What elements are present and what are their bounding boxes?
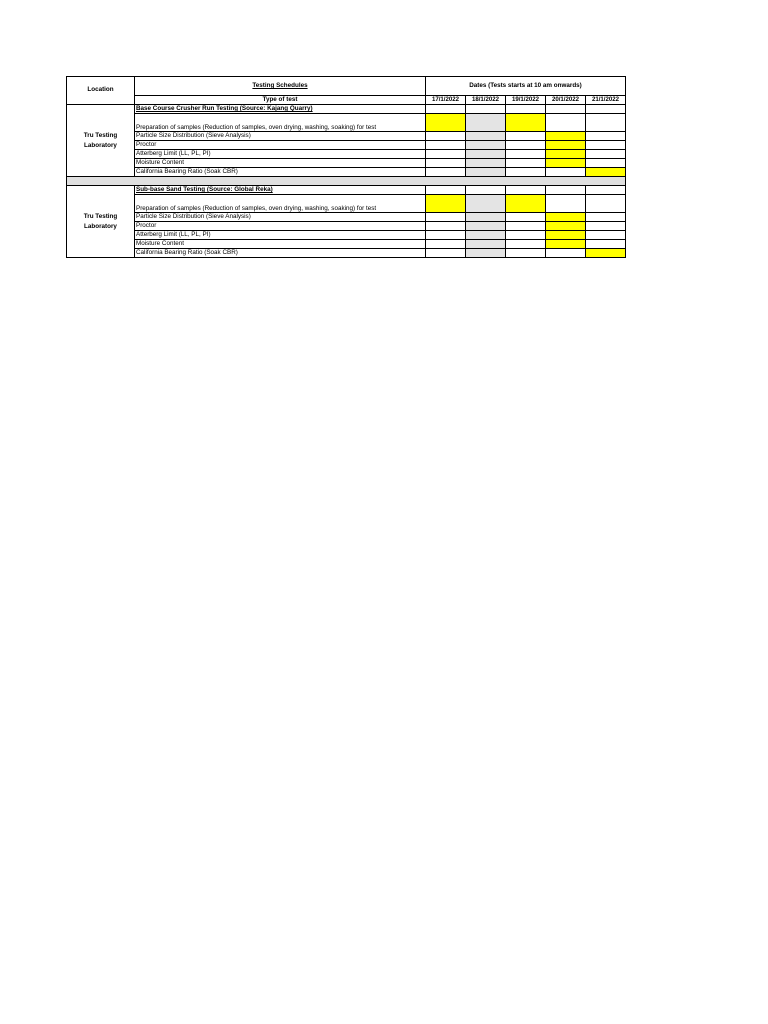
schedule-cell-grey <box>466 159 506 168</box>
section-title: Sub-base Sand Testing (Source: Global Reka) <box>135 186 426 195</box>
section-title-row <box>67 186 626 195</box>
test-name: Moisture Content <box>135 159 426 168</box>
schedule-cell <box>546 249 586 258</box>
schedule-cell-grey <box>466 231 506 240</box>
test-name: Atterberg Limit (LL, PL, PI) <box>135 231 426 240</box>
test-row <box>67 213 626 222</box>
location-cell: Tru Testing Laboratory <box>67 105 135 177</box>
schedule-cell <box>586 195 626 213</box>
test-row <box>67 249 626 258</box>
schedule-cell-grey <box>466 222 506 231</box>
schedule-cell <box>586 240 626 249</box>
schedule-cell-grey <box>466 249 506 258</box>
schedule-cell <box>586 114 626 132</box>
schedule-cell <box>586 105 626 114</box>
testing-schedule-table <box>66 76 626 258</box>
test-name: Proctor <box>135 141 426 150</box>
schedule-cell <box>546 186 586 195</box>
schedule-cell-scheduled <box>586 168 626 177</box>
testing-schedules-title: Testing Schedules <box>252 81 308 89</box>
test-row <box>67 159 626 168</box>
schedule-cell <box>426 105 466 114</box>
schedule-cell <box>506 186 546 195</box>
test-row <box>67 114 626 132</box>
schedule-cell <box>586 222 626 231</box>
section-title: Base Course Crusher Run Testing (Source: Kajang Quarry) <box>135 105 426 114</box>
schedule-cell <box>586 141 626 150</box>
schedule-cell-scheduled <box>546 240 586 249</box>
schedule-cell <box>586 159 626 168</box>
test-name: Particle Size Distribution (Sieve Analysis) <box>135 213 426 222</box>
schedule-cell <box>426 240 466 249</box>
schedule-cell <box>506 150 546 159</box>
schedule-cell <box>466 105 506 114</box>
schedule-cell <box>466 186 506 195</box>
test-name: Preparation of samples (Reduction of samples, oven drying, washing, soaking) for test <box>135 114 426 132</box>
schedule-cell <box>426 132 466 141</box>
date-header: 21/1/2022 <box>586 96 626 105</box>
test-row <box>67 132 626 141</box>
test-name: California Bearing Ratio (Soak CBR) <box>135 168 426 177</box>
dates-header: Dates (Tests starts at 10 am onwards) <box>426 77 626 96</box>
schedule-cell <box>586 132 626 141</box>
schedule-cell-scheduled <box>546 150 586 159</box>
schedule-cell-scheduled <box>426 195 466 213</box>
schedule-cell <box>506 105 546 114</box>
schedule-cell <box>506 213 546 222</box>
schedule-cell <box>546 195 586 213</box>
schedule-cell-grey <box>466 240 506 249</box>
schedule-cell <box>506 249 546 258</box>
test-row <box>67 231 626 240</box>
schedule-cell <box>426 249 466 258</box>
location-cell: Tru Testing Laboratory <box>67 186 135 258</box>
section-separator <box>67 177 626 186</box>
schedule-cell-scheduled <box>546 141 586 150</box>
schedule-cell-grey <box>466 168 506 177</box>
test-row <box>67 240 626 249</box>
schedule-cell <box>426 222 466 231</box>
schedule-cell <box>426 213 466 222</box>
date-header: 18/1/2022 <box>466 96 506 105</box>
schedule-cell-grey <box>466 150 506 159</box>
schedule-cell <box>546 114 586 132</box>
test-name: Preparation of samples (Reduction of samples, oven drying, washing, soaking) for test <box>135 195 426 213</box>
date-header: 17/1/2022 <box>426 96 466 105</box>
test-row <box>67 168 626 177</box>
schedule-cell-scheduled <box>546 132 586 141</box>
schedule-cell <box>546 105 586 114</box>
separator-cell <box>67 177 626 186</box>
schedule-cell <box>506 240 546 249</box>
test-name: Moisture Content <box>135 240 426 249</box>
schedule-cell <box>506 222 546 231</box>
schedule-cell-scheduled <box>426 114 466 132</box>
schedule-cell <box>426 168 466 177</box>
schedule-cell <box>506 141 546 150</box>
schedule-cell <box>506 159 546 168</box>
test-row <box>67 222 626 231</box>
schedule-cell <box>506 168 546 177</box>
schedule-cell <box>586 150 626 159</box>
schedule-cell <box>586 231 626 240</box>
testing-schedules-header <box>135 77 426 96</box>
schedule-cell <box>546 168 586 177</box>
schedule-cell <box>586 186 626 195</box>
schedule-cell-scheduled <box>546 231 586 240</box>
schedule-cell <box>506 132 546 141</box>
date-header: 20/1/2022 <box>546 96 586 105</box>
schedule-cell <box>426 150 466 159</box>
type-of-test-header: Type of test <box>135 96 426 105</box>
schedule-cell-scheduled <box>546 213 586 222</box>
schedule-cell <box>586 213 626 222</box>
test-row <box>67 150 626 159</box>
schedule-cell-grey <box>466 132 506 141</box>
schedule-cell-grey <box>466 213 506 222</box>
schedule-cell-scheduled <box>506 114 546 132</box>
location-header: Location <box>67 77 135 105</box>
schedule-cell <box>506 231 546 240</box>
test-name: California Bearing Ratio (Soak CBR) <box>135 249 426 258</box>
schedule-cell-grey <box>466 141 506 150</box>
schedule-cell <box>426 186 466 195</box>
test-row <box>67 195 626 213</box>
schedule-cell-scheduled <box>546 159 586 168</box>
test-name: Atterberg Limit (LL, PL, PI) <box>135 150 426 159</box>
schedule-cell-grey <box>466 195 506 213</box>
test-name: Proctor <box>135 222 426 231</box>
date-header: 19/1/2022 <box>506 96 546 105</box>
test-row <box>67 141 626 150</box>
schedule-cell <box>426 141 466 150</box>
schedule-cell-grey <box>466 114 506 132</box>
test-name: Particle Size Distribution (Sieve Analysis) <box>135 132 426 141</box>
schedule-cell <box>426 231 466 240</box>
schedule-cell-scheduled <box>546 222 586 231</box>
schedule-cell-scheduled <box>506 195 546 213</box>
schedule-cell-scheduled <box>586 249 626 258</box>
section-title-row <box>67 105 626 114</box>
schedule-cell <box>426 159 466 168</box>
